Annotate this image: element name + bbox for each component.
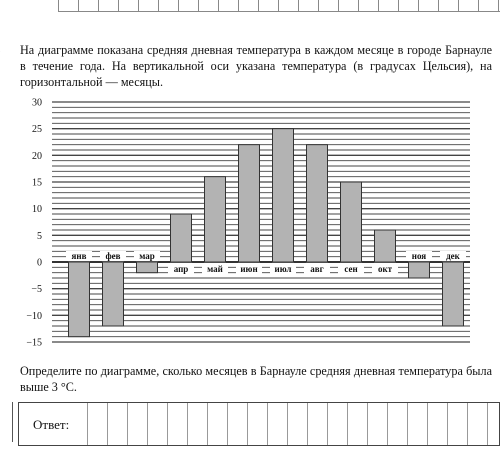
bar-май bbox=[205, 177, 226, 262]
answer-box[interactable] bbox=[18, 402, 500, 446]
answer-cell bbox=[138, 0, 158, 12]
left-bracket bbox=[0, 402, 13, 442]
answer-cell bbox=[278, 0, 298, 12]
answer-cell[interactable] bbox=[147, 403, 167, 445]
y-tick-label: −15 bbox=[26, 337, 42, 349]
answer-cell[interactable] bbox=[367, 403, 387, 445]
answer-cell bbox=[178, 0, 198, 12]
bar-мар bbox=[137, 262, 158, 273]
x-tick-label: фев bbox=[105, 251, 121, 261]
y-tick-label: 30 bbox=[32, 97, 42, 109]
bar-окт bbox=[375, 230, 396, 262]
answer-cell bbox=[358, 0, 378, 12]
answer-cell[interactable] bbox=[427, 403, 447, 445]
x-tick-label: июл bbox=[274, 264, 292, 274]
y-tick-label: 0 bbox=[37, 257, 42, 269]
x-tick-label: окт bbox=[377, 264, 393, 274]
answer-cell[interactable] bbox=[287, 403, 307, 445]
y-tick-label: 5 bbox=[37, 230, 42, 242]
task-number-bracket bbox=[0, 44, 1, 60]
answer-cell bbox=[118, 0, 138, 12]
bar-дек bbox=[443, 262, 464, 326]
answer-cell[interactable] bbox=[187, 403, 207, 445]
answer-cell bbox=[298, 0, 318, 12]
x-tick-label: ноя bbox=[411, 251, 427, 261]
bar-сен bbox=[341, 182, 362, 262]
x-tick-label: дек bbox=[446, 251, 460, 261]
answer-cell bbox=[258, 0, 278, 12]
answer-cell[interactable] bbox=[107, 403, 127, 445]
answer-cells-strip-top bbox=[18, 0, 500, 14]
y-tick-label: 25 bbox=[32, 124, 42, 136]
answer-cell[interactable] bbox=[227, 403, 247, 445]
chart-bars bbox=[69, 129, 464, 337]
answer-cell bbox=[218, 0, 238, 12]
answer-cell bbox=[478, 0, 498, 12]
answer-cell bbox=[458, 0, 478, 12]
answer-cell[interactable] bbox=[487, 403, 500, 445]
answer-cell[interactable] bbox=[267, 403, 287, 445]
answer-cell[interactable] bbox=[387, 403, 407, 445]
bar-июл bbox=[273, 129, 294, 262]
question-text: На диаграмме показана средняя дневная температура в каждом месяце в городе Барнауле в течение года. На вертикальной оси указана температура (в градусах Цельсия), на горизонтальной — месяцы. bbox=[20, 43, 492, 89]
answer-cell bbox=[318, 0, 338, 12]
answer-cell[interactable] bbox=[87, 403, 107, 445]
answer-cell[interactable] bbox=[327, 403, 347, 445]
bar-апр bbox=[171, 214, 192, 262]
answer-cell[interactable] bbox=[407, 403, 427, 445]
y-tick-label: −10 bbox=[26, 310, 42, 322]
y-tick-label: 15 bbox=[32, 177, 42, 189]
bar-июн bbox=[239, 145, 260, 262]
answer-cell bbox=[158, 0, 178, 12]
answer-cell[interactable] bbox=[167, 403, 187, 445]
x-tick-label: авг bbox=[310, 264, 324, 274]
answer-cell bbox=[418, 0, 438, 12]
x-tick-label: апр bbox=[173, 264, 189, 274]
y-tick-label: 10 bbox=[32, 204, 42, 216]
answer-cell[interactable] bbox=[127, 403, 147, 445]
answer-cell[interactable] bbox=[467, 403, 487, 445]
y-tick-label: 20 bbox=[32, 150, 42, 162]
bar-фев bbox=[103, 262, 124, 326]
bar-ноя bbox=[409, 262, 430, 278]
answer-cell bbox=[338, 0, 358, 12]
x-tick-label: янв bbox=[71, 251, 87, 261]
x-tick-label: июн bbox=[240, 264, 258, 274]
x-tick-label: мар bbox=[139, 251, 155, 261]
answer-label: Ответ: bbox=[33, 417, 70, 432]
answer-cell bbox=[198, 0, 218, 12]
answer-cell[interactable] bbox=[307, 403, 327, 445]
answer-cell bbox=[98, 0, 118, 12]
answer-cell bbox=[58, 0, 78, 12]
answer-cells[interactable] bbox=[87, 403, 499, 445]
answer-prompt-text: Определите по диаграмме, сколько месяцев в Барнауле средняя дневная температура была выше 3 °C. bbox=[20, 364, 492, 394]
answer-cell[interactable] bbox=[447, 403, 467, 445]
y-tick-label: −5 bbox=[31, 284, 42, 296]
bar-авг bbox=[307, 145, 328, 262]
y-axis-tick-labels bbox=[26, 98, 42, 349]
answer-cell bbox=[238, 0, 258, 12]
answer-cell[interactable] bbox=[247, 403, 267, 445]
answer-cell[interactable] bbox=[347, 403, 367, 445]
answer-cell bbox=[438, 0, 458, 12]
temperature-bar-chart bbox=[0, 92, 500, 357]
answer-cell bbox=[78, 0, 98, 12]
answer-cell[interactable] bbox=[207, 403, 227, 445]
bar-янв bbox=[69, 262, 90, 337]
x-tick-label: сен bbox=[344, 264, 358, 274]
x-tick-label: май bbox=[207, 264, 223, 274]
answer-cell bbox=[378, 0, 398, 12]
answer-cell bbox=[398, 0, 418, 12]
